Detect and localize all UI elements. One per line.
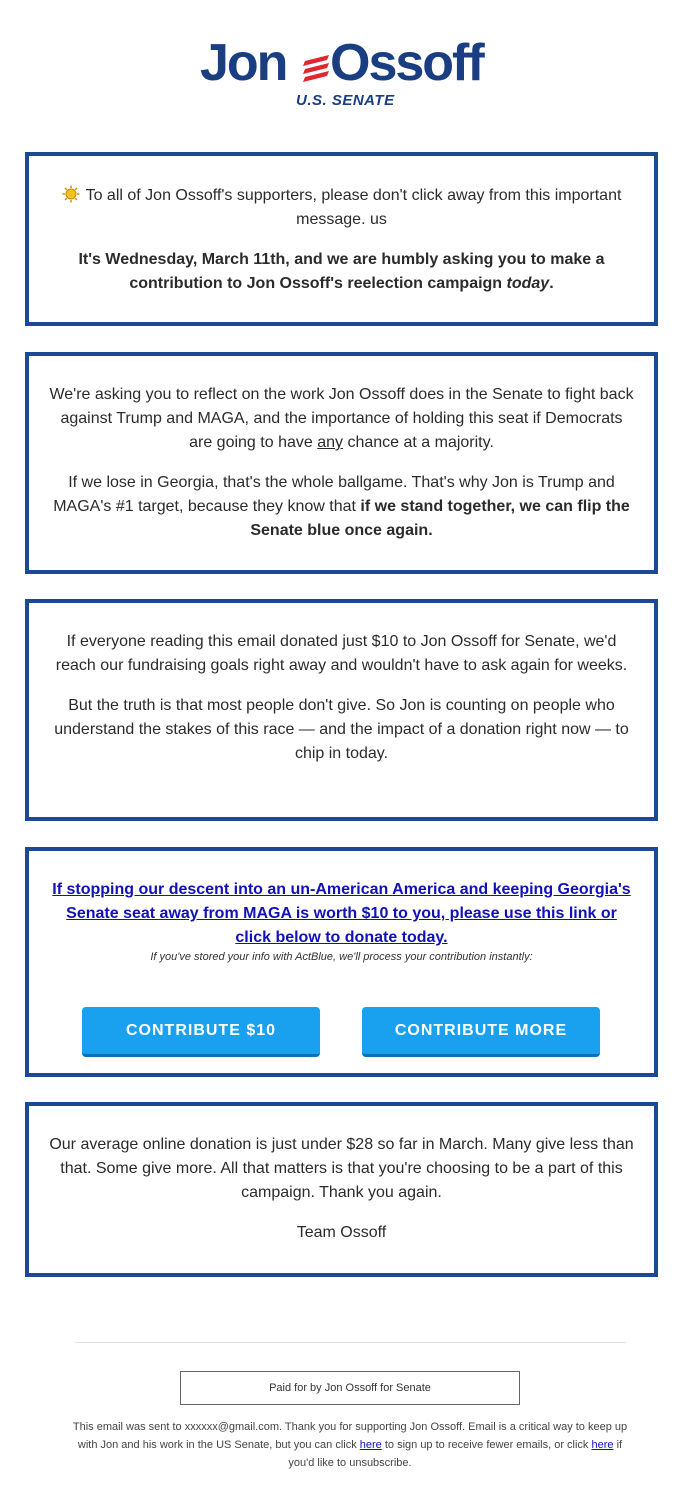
donate-link[interactable]: If stopping our descent into an un-American America and keeping Georgia's Senate seat away from MAGA is worth $10 to you, please use this link or click below to donate today. bbox=[52, 881, 631, 946]
truth-paragraph: But the truth is that most people don't give. So Jon is counting on people who understand the stakes of this race — and the impact of a donation right now — to chip in today. bbox=[54, 697, 629, 762]
ask-text-main: It's Wednesday, March 11th, and we are humbly asking you to make a contribution to Jon Ossoff's reelection campaign bbox=[78, 251, 605, 292]
footer-text-2: to sign up to receive fewer emails, or click bbox=[381, 1439, 592, 1451]
logo-last-name: Ossoff bbox=[330, 34, 483, 92]
reflect-underline: any bbox=[317, 434, 343, 451]
paid-for-disclaimer: Paid for by Jon Ossoff for Senate bbox=[180, 1371, 520, 1405]
intro-message bbox=[51, 184, 632, 232]
reflect-text: We're asking you to reflect on the work Jon Ossoff does in the Senate to fight back against Trump and MAGA, and the importance of holding this seat if Democrats are going to have bbox=[49, 386, 634, 451]
intro-card bbox=[25, 152, 658, 326]
fundraising-paragraph: If everyone reading this email donated just $10 to Jon Ossoff for Senate, we'd reach our fundraising goals right away and wouldn't have to ask again for weeks. bbox=[55, 633, 628, 674]
reflect-card bbox=[25, 352, 658, 574]
flag-stripes-icon bbox=[303, 52, 333, 82]
georgia-text: If we lose in Georgia, that's the whole ballgame. That's why Jon is Trump and MAGA's #1 target, because they know that bbox=[53, 474, 615, 515]
donate-card bbox=[25, 847, 658, 1077]
footer-text-1: This email was sent to xxxxxx@gmail.com. Thank you for supporting Jon Ossoff. Email is a critical way to keep up with Jon and his work in the US Senate, but you can click bbox=[72, 1421, 628, 1451]
fewer-emails-link[interactable]: here bbox=[359, 1439, 382, 1451]
ask-text bbox=[51, 248, 632, 296]
footer-text bbox=[70, 1418, 630, 1472]
actblue-note: If you've stored your info with ActBlue, we'll process your contribution instantly: bbox=[150, 951, 533, 963]
unsubscribe-link[interactable]: here bbox=[591, 1439, 614, 1451]
contribute-more-button[interactable]: CONTRIBUTE MORE bbox=[362, 1007, 600, 1057]
reflect-paragraph bbox=[49, 383, 634, 455]
logo-subtitle: U.S. SENATE bbox=[296, 92, 395, 109]
ask-text-emphasis: today bbox=[506, 275, 550, 292]
average-donation-paragraph: Our average online donation is just under $28 so far in March. Many give less than that. Some give more. All that matters is that you're choosing to be a part of this campaign. Thank you again. bbox=[49, 1136, 634, 1201]
reflect-text-end: chance at a majority. bbox=[343, 434, 494, 451]
footer-divider bbox=[75, 1342, 626, 1343]
campaign-logo bbox=[0, 34, 700, 114]
contribute-buttons bbox=[29, 1007, 654, 1059]
georgia-bold-text: if we stand together, we can flip the Senate blue once again. bbox=[250, 498, 630, 539]
signature: Team Ossoff bbox=[296, 1224, 387, 1241]
sun-icon bbox=[62, 185, 80, 203]
logo-first-name: Jon bbox=[200, 34, 287, 92]
ask-text-end: . bbox=[549, 275, 554, 292]
georgia-paragraph bbox=[49, 471, 634, 543]
fundraising-card bbox=[25, 599, 658, 821]
footer-text-3: if you'd like to unsubscribe. bbox=[288, 1439, 623, 1469]
contribute-10-button[interactable]: CONTRIBUTE $10 bbox=[82, 1007, 320, 1057]
closing-card bbox=[25, 1102, 658, 1277]
intro-text: To all of Jon Ossoff's supporters, please don't click away from this important message. us bbox=[85, 187, 622, 228]
